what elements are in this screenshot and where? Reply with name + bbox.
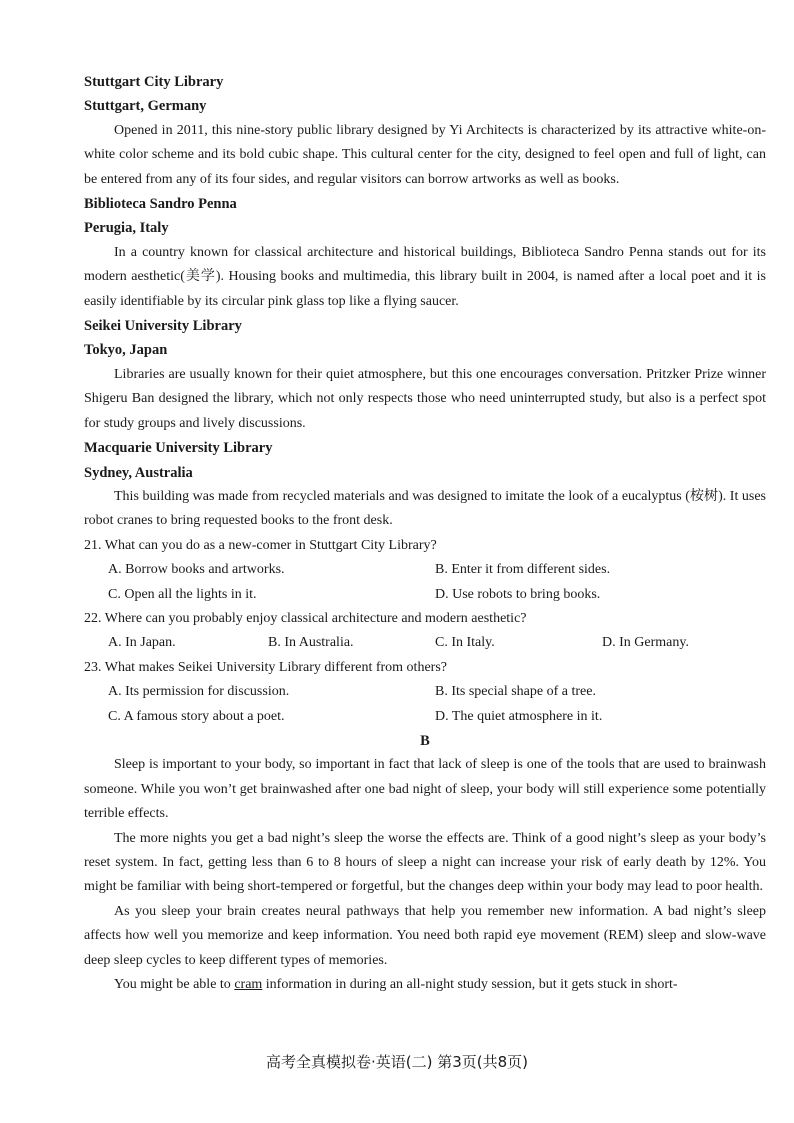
question-22 bbox=[84, 607, 766, 656]
library-location: Perugia, Italy bbox=[84, 220, 169, 237]
library-entry bbox=[84, 436, 766, 534]
library-location: Stuttgart, Germany bbox=[84, 98, 207, 115]
text-after: information in during an all-night study session, but it gets stuck in short- bbox=[262, 977, 678, 993]
option-b: B. In Australia. bbox=[268, 635, 354, 651]
passage-paragraph: Sleep is important to your body, so important in fact that lack of sleep is one of the tools that are used to brainwash someone. While you won’t get brainwashed after one bad night of sleep, your body will still experience some potentially terrible effects. bbox=[84, 757, 766, 822]
option-a: A. Borrow books and artworks. bbox=[108, 562, 285, 578]
library-name: Macquarie University Library bbox=[84, 440, 273, 457]
page-footer: 高考全真模拟卷·英语(二) 第3页(共8页) bbox=[265, 1053, 529, 1071]
question-stem: 22. Where can you probably enjoy classical architecture and modern aesthetic? bbox=[84, 610, 527, 626]
option-d: D. In Germany. bbox=[602, 635, 689, 651]
question-21 bbox=[84, 534, 766, 607]
passage-paragraph-last bbox=[84, 973, 766, 997]
library-description: Opened in 2011, this nine-story public library designed by Yi Architects is characterized by its attractive white-on-white color scheme and its bold cubic shape. This cultural center for the city, designed to feel open and full of light, can be entered from any of its four sides, and regular visitors can borrow artworks as well as books. bbox=[84, 122, 766, 187]
library-location: Sydney, Australia bbox=[84, 464, 193, 481]
option-list bbox=[84, 558, 766, 607]
section-b-heading: B bbox=[420, 732, 430, 749]
library-name: Biblioteca Sandro Penna bbox=[84, 196, 237, 213]
library-name: Seikei University Library bbox=[84, 318, 242, 335]
option-a: A. Its permission for discussion. bbox=[108, 684, 290, 700]
passage-paragraph: The more nights you get a bad night’s sleep the worse the effects are. Think of a good night’s sleep as your body’s reset system. In fact, getting less than 6 to 8 hours of sleep a night can increase your risk of early death by 12%. You might be familiar with being short-tempered or forgetful, but the changes deep within your body may lead to poor health. bbox=[84, 830, 766, 895]
underlined-word: cram bbox=[234, 977, 263, 993]
library-name: Stuttgart City Library bbox=[84, 74, 224, 90]
question-23 bbox=[84, 656, 766, 729]
option-b: B. Enter it from different sides. bbox=[435, 562, 611, 578]
question-stem: 21. What can you do as a new-comer in Stuttgart City Library? bbox=[84, 537, 437, 553]
library-location: Tokyo, Japan bbox=[84, 342, 168, 359]
passage-paragraph: As you sleep your brain creates neural pathways that help you remember new information. A bad night’s sleep affects how well you memorize and keep information. You need both rapid eye movement (REM) sleep and slow-wave deep sleep cycles to keep different types of memories. bbox=[84, 903, 766, 968]
library-entry bbox=[84, 314, 766, 436]
library-description: In a country known for classical architecture and historical buildings, Biblioteca Sandro Penna stands out for its modern aesthetic(美学). Housing books and multimedia, this library built in 2004, is named after a local poet and it is easily identifiable by its circular pink glass top like a flying saucer. bbox=[84, 244, 766, 309]
question-stem: 23. What makes Seikei University Library different from others? bbox=[84, 659, 447, 675]
library-description: This building was made from recycled materials and was designed to imitate the look of a eucalyptus (桉树). It uses robot cranes to bring requested books to the front desk. bbox=[84, 488, 766, 529]
option-d: D. Use robots to bring books. bbox=[435, 586, 601, 602]
option-a: A. In Japan. bbox=[108, 635, 176, 651]
option-c: C. Open all the lights in it. bbox=[108, 586, 257, 602]
option-c: C. A famous story about a poet. bbox=[108, 708, 285, 724]
option-c: C. In Italy. bbox=[435, 635, 495, 651]
library-entry bbox=[84, 192, 766, 314]
option-list bbox=[84, 680, 766, 729]
library-description: Libraries are usually known for their quiet atmosphere, but this one encourages conversation. Pritzker Prize winner Shigeru Ban designed the library, which not only respects those who need uninterrupted study, but also is a perfect spot for study groups and lively discussions. bbox=[84, 366, 766, 431]
option-b: B. Its special shape of a tree. bbox=[435, 684, 596, 700]
text-before: You might be able to bbox=[114, 977, 235, 993]
option-list bbox=[84, 631, 766, 655]
library-entry bbox=[84, 70, 766, 192]
document-body bbox=[84, 70, 766, 997]
option-d: D. The quiet atmosphere in it. bbox=[435, 708, 603, 724]
